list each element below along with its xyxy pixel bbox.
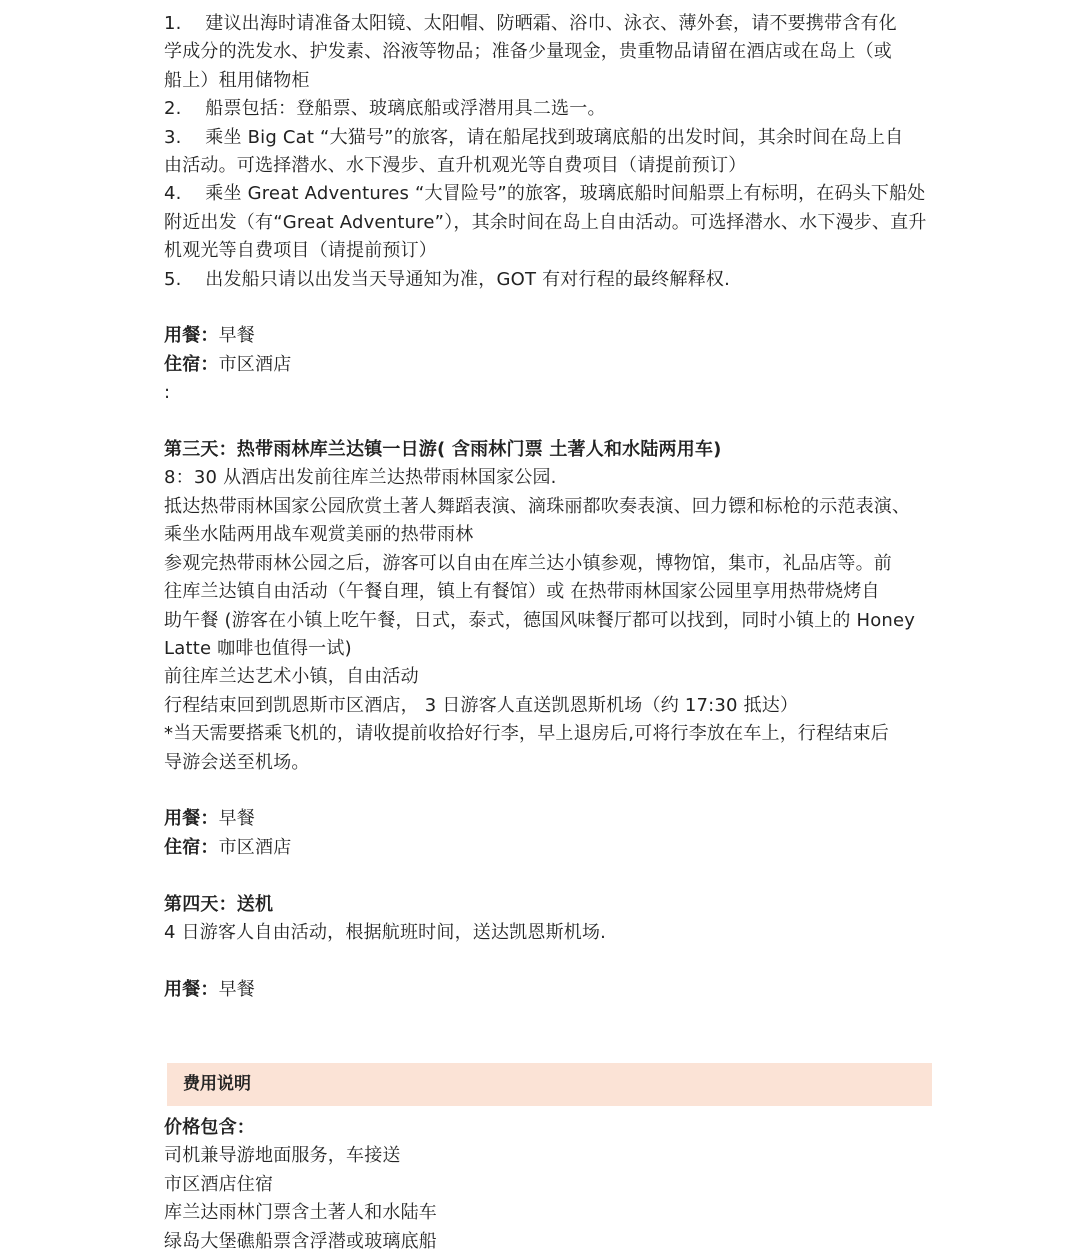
day3-meal bbox=[164, 805, 934, 833]
note-line: 由活动。可选择潜水、水下漫步、直升机观光等自费项目（请提前预订） bbox=[164, 155, 747, 177]
notes-list bbox=[164, 10, 934, 294]
accommodation-value: 市区酒店 bbox=[218, 353, 292, 375]
day3-line: 8：30 从酒店出发前往库兰达热带雨林国家公园. bbox=[164, 467, 557, 489]
note-line: 附近出发（有“Great Adventure”），其余时间在岛上自由活动。可选择潜水、水下漫步、直升 bbox=[164, 211, 927, 233]
day3-line: 参观完热带雨林公园之后，游客可以自由在库兰达小镇参观，博物馆，集市，礼品店等。前 bbox=[164, 552, 892, 574]
note-line: 3. 乘坐 Big Cat “大猫号”的旅客，请在船尾找到玻璃底船的出发时间，其余时间在岛上自 bbox=[164, 126, 904, 148]
fees-section-header bbox=[167, 1063, 932, 1106]
fee-item: 库兰达雨林门票含土著人和水陆车 bbox=[164, 1202, 437, 1224]
meal-label: 用餐： bbox=[164, 325, 219, 347]
day3-accommodation bbox=[164, 834, 934, 862]
day3-title: 第三天：热带雨林库兰达镇一日游( 含雨林门票 土著人和水陆两用车) bbox=[164, 439, 722, 461]
day3-line: 行程结束回到凯恩斯市区酒店， 3 日游客人直送凯恩斯机场（约 17:30 抵达） bbox=[164, 694, 799, 716]
note-line: 机观光等自费项目（请提前预订） bbox=[164, 240, 437, 262]
meal-label: 用餐： bbox=[164, 808, 219, 830]
meal-value: 早餐 bbox=[218, 808, 256, 830]
fees-section-title: 费用说明 bbox=[183, 1074, 251, 1094]
note-line: 学成分的洗发水、护发素、浴液等物品；准备少量现金，贵重物品请留在酒店或在岛上（或 bbox=[164, 41, 892, 63]
day3-description bbox=[164, 464, 934, 776]
spacer bbox=[164, 294, 934, 322]
day3-line: Latte 咖啡也值得一试) bbox=[164, 637, 352, 659]
fee-item: 市区酒店住宿 bbox=[164, 1173, 274, 1195]
accommodation-label: 住宿： bbox=[164, 353, 219, 375]
colon-line: : bbox=[164, 382, 171, 404]
fees-content bbox=[164, 1114, 934, 1256]
spacer bbox=[164, 408, 934, 436]
fee-item: 绿岛大堡礁船票含浮潜或玻璃底船 bbox=[164, 1230, 437, 1252]
note-line: 1. 建议出海时请准备太阳镜、太阳帽、防晒霜、浴巾、泳衣、薄外套，请不要携带含有化 bbox=[164, 13, 897, 34]
day3-line: *当天需要搭乘飞机的，请收提前收拾好行李，早上退房后,可将行李放在车上，行程结束后 bbox=[164, 723, 889, 745]
note-line: 4. 乘坐 Great Adventures “大冒险号”的旅客，玻璃底船时间船票上有标明，在码头下船处 bbox=[164, 183, 926, 205]
day3-line: 往库兰达镇自由活动（午餐自理，镇上有餐馆）或 在热带雨林国家公园里享用热带烧烤自 bbox=[164, 581, 880, 603]
day3-line: 乘坐水陆两用战车观赏美丽的热带雨林 bbox=[164, 524, 474, 546]
meal-value: 早餐 bbox=[218, 978, 256, 1000]
meal-label: 用餐： bbox=[164, 978, 219, 1000]
itinerary-content bbox=[164, 10, 934, 1004]
spacer bbox=[164, 947, 934, 975]
day4-meal bbox=[164, 976, 934, 1004]
day4-title: 第四天：送机 bbox=[164, 893, 274, 915]
note-line: 船上）租用储物柜 bbox=[164, 69, 310, 91]
note-line: 5. 出发船只请以出发当天导通知为准，GOT 有对行程的最终解释权. bbox=[164, 268, 731, 290]
accommodation-label: 住宿： bbox=[164, 836, 219, 858]
day3-line: 抵达热带雨林国家公园欣赏土著人舞蹈表演、滴珠丽都吹奏表演、回力镖和标枪的示范表演、 bbox=[164, 495, 911, 517]
note-line: 2. 船票包括：登船票、玻璃底船或浮潜用具二选一。 bbox=[164, 98, 606, 120]
spacer bbox=[164, 777, 934, 805]
day4-line: 4 日游客人自由活动，根据航班时间，送达凯恩斯机场. bbox=[164, 921, 607, 943]
day3-line: 导游会送至机场。 bbox=[164, 751, 310, 773]
spacer bbox=[164, 862, 934, 890]
day2-accommodation bbox=[164, 351, 934, 379]
accommodation-value: 市区酒店 bbox=[218, 836, 292, 858]
fee-item: 司机兼导游地面服务，车接送 bbox=[164, 1145, 401, 1167]
day2-meal bbox=[164, 322, 934, 350]
day3-line: 助午餐 (游客在小镇上吃午餐，日式，泰式，德国风味餐厅都可以找到，同时小镇上的 Honey bbox=[164, 609, 916, 631]
price-includes-label: 价格包含： bbox=[164, 1117, 255, 1138]
day3-line: 前往库兰达艺术小镇，自由活动 bbox=[164, 666, 419, 688]
meal-value: 早餐 bbox=[218, 325, 256, 347]
